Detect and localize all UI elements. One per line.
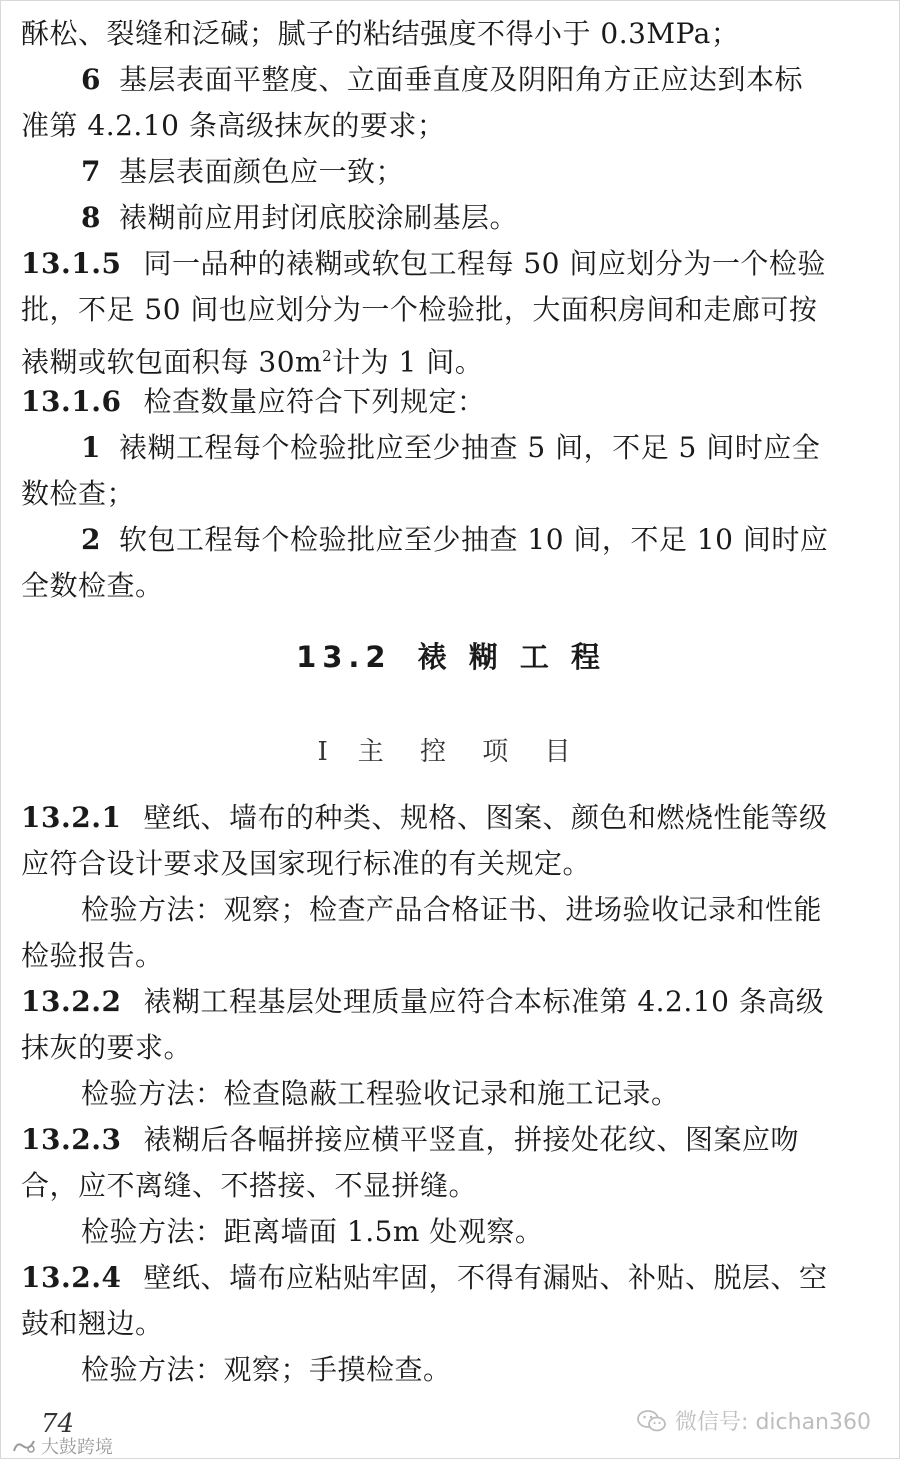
- inspection-method: 检验方法：观察；手摸检查。: [81, 1353, 452, 1386]
- clause-number: 13.2.2: [21, 985, 122, 1018]
- clause-13-1-6: 13.1.6 检查数量应符合下列规定：: [21, 385, 486, 418]
- clause-13-2-2: 13.2.2 裱糊工程基层处理质量应符合本标准第 4.2.10 条高级: [21, 985, 825, 1018]
- item-number: 6: [81, 63, 101, 96]
- text-line: 数检查；: [21, 477, 136, 510]
- text-line: 检验报告。: [21, 939, 164, 972]
- text-line: 合，应不离缝、不搭接、不显拼缝。: [21, 1169, 478, 1202]
- text-line: 酥松、裂缝和泛碱；腻子的粘结强度不得小于 0.3MPa；: [21, 17, 740, 50]
- text-line: 鼓和翘边。: [21, 1307, 164, 1340]
- page-number: 74: [41, 1409, 75, 1439]
- clause-number: 13.1.6: [21, 385, 122, 418]
- item-number: 1: [81, 431, 101, 464]
- wechat-icon: [637, 1409, 667, 1433]
- text-line: 批，不足 50 间也应划分为一个检验批，大面积房间和走廊可按: [21, 293, 818, 326]
- list-item-7: 7 基层表面颜色应一致；: [81, 155, 404, 188]
- clause-13-2-3: 13.2.3 裱糊后各幅拼接应横平竖直，拼接处花纹、图案应吻: [21, 1123, 799, 1156]
- inspection-method: 检验方法：检查隐蔽工程验收记录和施工记录。: [81, 1077, 680, 1110]
- clause-number: 13.2.3: [21, 1123, 122, 1156]
- clause-13-2-4: 13.2.4 壁纸、墙布应粘贴牢固，不得有漏贴、补贴、脱层、空: [21, 1261, 828, 1294]
- clause-13-2-1: 13.2.1 壁纸、墙布的种类、规格、图案、颜色和燃烧性能等级: [21, 801, 828, 834]
- section-heading: 13.2 裱 糊 工 程: [296, 640, 606, 674]
- clause-number: 13.1.5: [21, 247, 122, 280]
- inspection-method: 检验方法：观察；检查产品合格证书、进场验收记录和性能: [81, 893, 823, 926]
- text-line: 准第 4.2.10 条高级抹灰的要求；: [21, 109, 446, 142]
- watermark-logo-icon: [11, 1437, 37, 1455]
- list-item-8: 8 裱糊前应用封闭底胶涂刷基层。: [81, 201, 518, 234]
- item-number: 8: [81, 201, 101, 234]
- text-line: 抹灰的要求。: [21, 1031, 193, 1064]
- item-number: 7: [81, 155, 101, 188]
- watermark-left: 大鼓跨境: [11, 1433, 113, 1459]
- item-number: 2: [81, 523, 101, 556]
- clause-13-1-5: 13.1.5 同一品种的裱糊或软包工程每 50 间应划分为一个检验: [21, 247, 826, 280]
- subsection-heading: Ⅰ 主 控 项 目: [317, 737, 585, 767]
- list-item-6: 6 基层表面平整度、立面垂直度及阴阳角方正应达到本标: [81, 63, 803, 96]
- text-line: 裱糊或软包面积每 $30m^2$计为 1 间。: [21, 345, 484, 379]
- list-item-2: 2 软包工程每个检验批应至少抽查 10 间，不足 10 间时应: [81, 523, 829, 556]
- clause-number: 13.2.4: [21, 1261, 122, 1294]
- clause-number: 13.2.1: [21, 801, 122, 834]
- list-item-1: 1 裱糊工程每个检验批应至少抽查 5 间，不足 5 间时应全: [81, 431, 821, 464]
- inspection-method: 检验方法：距离墙面 1.5m 处观察。: [81, 1215, 544, 1248]
- text-line: 应符合设计要求及国家现行标准的有关规定。: [21, 847, 592, 880]
- text-line: 全数检查。: [21, 569, 164, 602]
- watermark-right: 微信号: dichan360: [637, 1405, 871, 1436]
- superscript: 2: [322, 347, 333, 365]
